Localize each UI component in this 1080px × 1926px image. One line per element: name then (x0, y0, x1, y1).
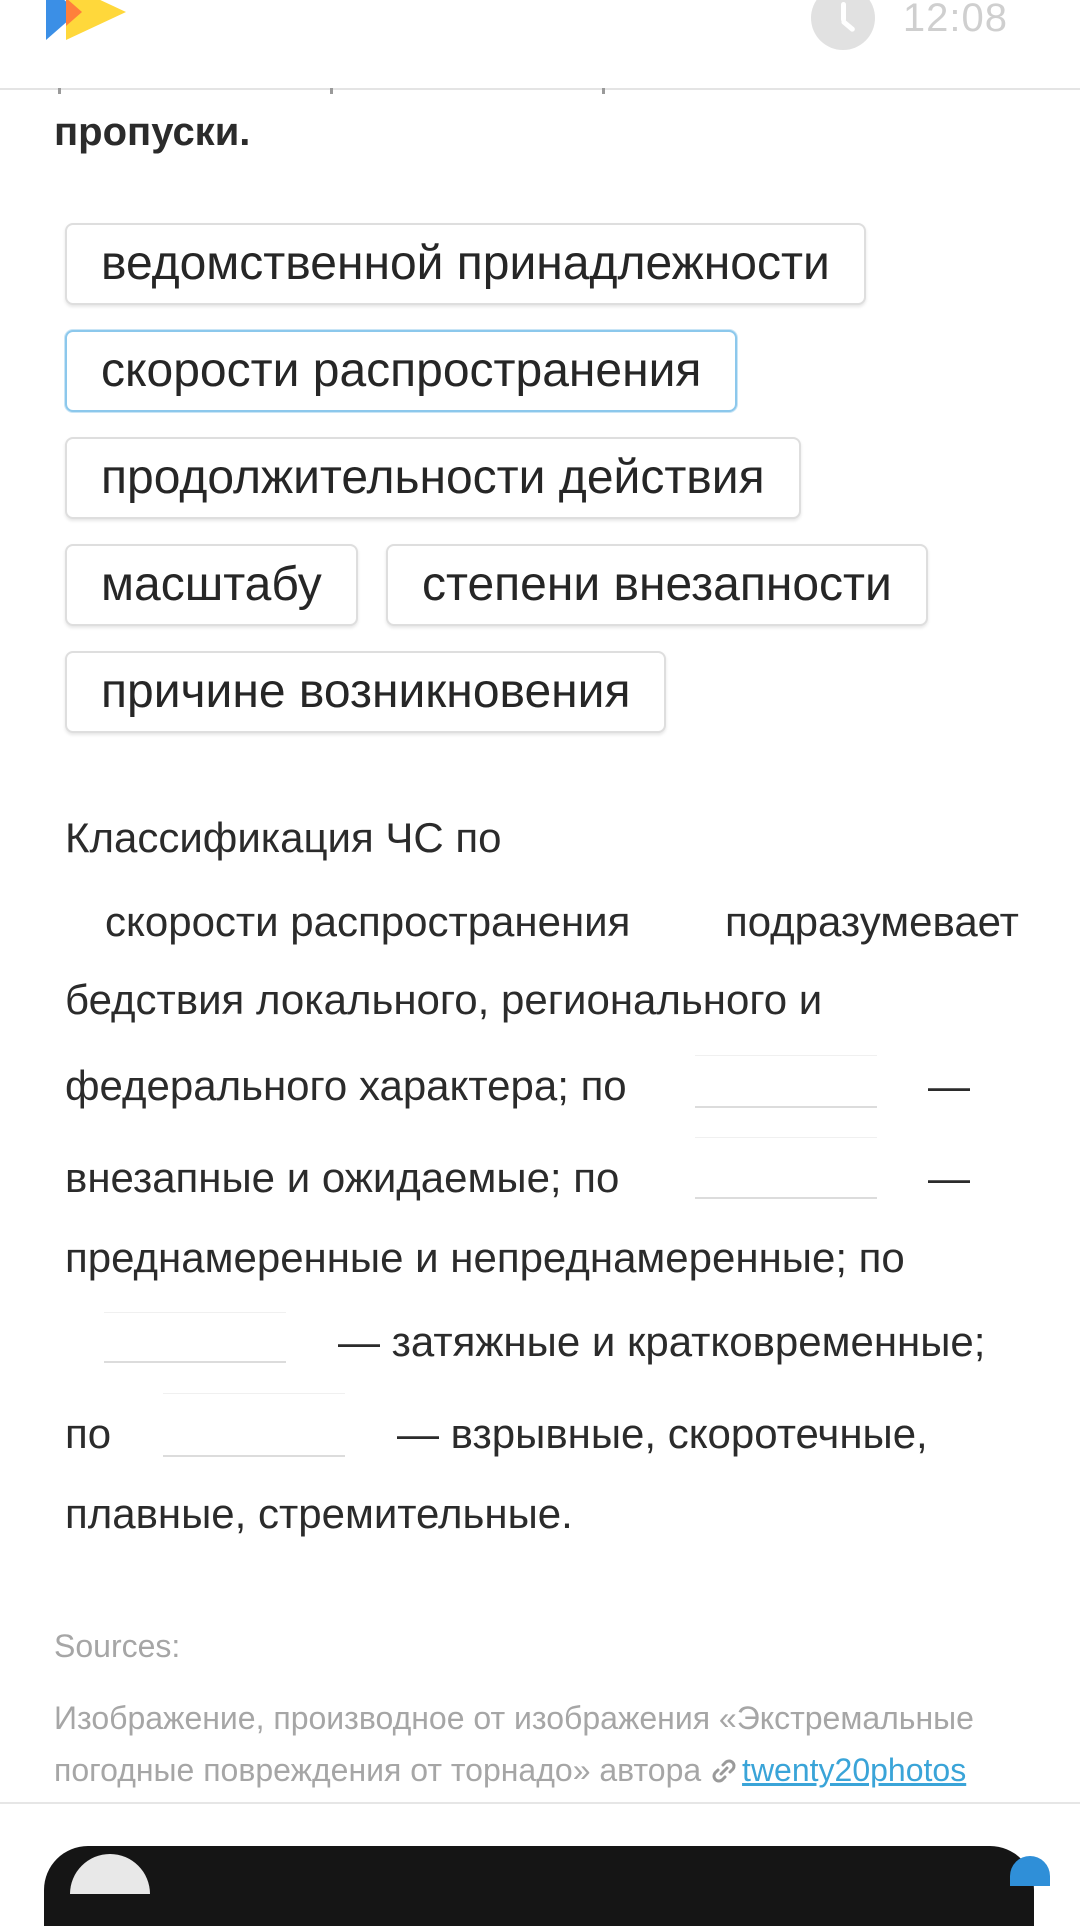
link-icon (710, 1757, 738, 1785)
passage-line: Классификация ЧС по (65, 814, 502, 861)
divider (0, 1802, 1080, 1804)
top-bar (0, 0, 1080, 90)
bottom-banner[interactable] (44, 1846, 1034, 1926)
blank-top-edge (695, 1137, 877, 1138)
cut-text-fragment (330, 88, 333, 94)
cut-text-fragment (602, 88, 605, 94)
cut-text-fragment (58, 88, 61, 94)
clock-icon (811, 0, 875, 50)
passage-line: федерального характера; по (65, 1062, 627, 1109)
indicator-dot (1010, 1856, 1050, 1886)
option-chip-prodolzhitelnosti[interactable] (65, 437, 801, 519)
passage-line: подразумевает (725, 898, 1019, 945)
image-credit (54, 1692, 1044, 1796)
passage-line: внезапные и ожидаемые; по (65, 1154, 620, 1201)
blank-top-edge (695, 1055, 877, 1056)
option-label: степени внезапности (422, 558, 892, 611)
blank-input-2[interactable] (695, 1106, 877, 1108)
option-label: масштабу (101, 558, 322, 611)
task-instruction: пропуски. (54, 110, 251, 154)
filled-blank-1[interactable]: скорости распространения (105, 898, 631, 945)
passage-line: плавные, стремительные. (65, 1490, 573, 1537)
credit-line: Изображение, производное от изображения «Экстремальные (54, 1700, 974, 1736)
option-chip-masshtabu[interactable] (65, 544, 358, 626)
passage-line: — взрывные, скоротечные, (397, 1410, 928, 1457)
credit-line-2 (54, 1744, 1044, 1796)
option-label: ведомственной принадлежности (101, 237, 830, 290)
blank-input-3[interactable] (695, 1197, 877, 1199)
blank-input-5[interactable] (163, 1455, 345, 1457)
passage-dash: — (928, 1154, 970, 1201)
passage-line: бедствия локального, регионального и (65, 976, 823, 1023)
play-logo-icon (38, 0, 134, 44)
passage-dash: — (928, 1062, 970, 1109)
option-chip-skorosti[interactable] (65, 330, 737, 412)
option-label: скорости распространения (101, 344, 702, 397)
option-chip-vedomstvennoy[interactable] (65, 223, 866, 305)
blank-top-edge (104, 1312, 286, 1313)
timer (811, 0, 1008, 50)
source-link[interactable]: twenty20photos (742, 1752, 967, 1788)
passage-line: — затяжные и кратковременные; (338, 1318, 986, 1365)
credit-text: погодные повреждения от торнадо» автора (54, 1752, 702, 1788)
option-chip-stepeni[interactable] (386, 544, 928, 626)
sources-label: Sources: (54, 1628, 181, 1664)
option-label: причине возникновения (101, 665, 631, 718)
option-chip-prichine[interactable] (65, 651, 666, 733)
option-label: продолжительности действия (101, 451, 765, 504)
blank-input-4[interactable] (104, 1361, 286, 1363)
passage-line: преднамеренные и непреднамеренные; по (65, 1234, 905, 1281)
passage-line: по (65, 1410, 112, 1457)
timer-text: 12:08 (902, 0, 1008, 40)
blank-top-edge (163, 1393, 345, 1394)
